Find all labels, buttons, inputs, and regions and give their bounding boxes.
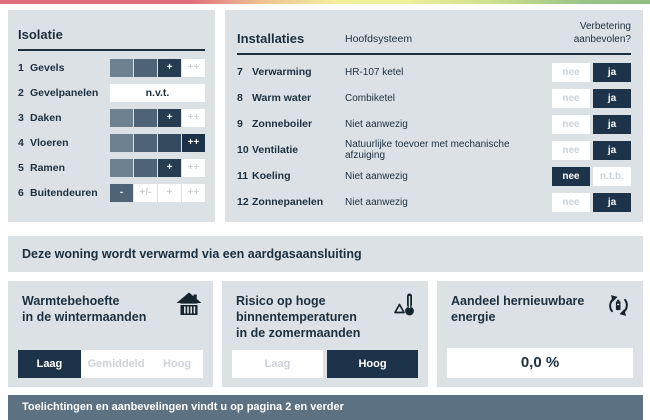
isolatie-row-ramen (18, 155, 205, 180)
not-applicable-badge: n.v.t. (110, 84, 205, 102)
isolatie-divider (18, 49, 205, 51)
scale-cell: ++ (182, 59, 205, 77)
row-number: 8 (237, 92, 243, 104)
installaties-header (237, 10, 631, 46)
option-hoog: Hoog (151, 350, 203, 378)
scale-cell: ++ (182, 184, 205, 202)
recommendation-toggle (552, 193, 631, 212)
thermometer-warning-icon (392, 292, 417, 322)
scale-cell: ++ (182, 109, 205, 127)
nee-indicator: nee (552, 115, 590, 134)
row-label: Gevelpanelen (30, 86, 99, 99)
nee-indicator: nee (552, 193, 590, 212)
ntb-indicator: n.t.b. (593, 167, 631, 186)
scale-cell: ++ (182, 159, 205, 177)
installaties-row-warm-water (237, 85, 631, 111)
recommendation-toggle (552, 141, 631, 160)
insulation-scale (110, 59, 205, 77)
row-label: Ventilatie (252, 144, 299, 156)
column-header-hoofdsysteem: Hoofdsysteem (345, 33, 413, 45)
risico-scale (232, 350, 418, 378)
ja-indicator-selected: ja (593, 141, 631, 160)
row-number: 3 (18, 111, 24, 124)
installaties-row-koeling (237, 163, 631, 189)
gas-connection-band: Deze woning wordt verwarmd via een aardgasaansluiting (8, 236, 643, 272)
row-number: 12 (237, 196, 249, 208)
option-hoog-selected: Hoog (327, 350, 418, 378)
scale-cell (158, 134, 181, 152)
row-number: 2 (18, 86, 24, 99)
warmtebehoefte-scale (18, 350, 203, 378)
scale-cell-selected: + (158, 109, 181, 127)
installaties-row-zonneboiler (237, 111, 631, 137)
energy-label-color-strip (0, 0, 650, 4)
isolatie-row-gevelpanelen (18, 80, 205, 105)
isolatie-title: Isolatie (18, 27, 63, 42)
row-label: Warm water (252, 92, 312, 104)
ja-indicator-selected: ja (593, 115, 631, 134)
scale-cell: + (158, 184, 181, 202)
scale-cell (110, 134, 133, 152)
installaties-row-ventilatie (237, 137, 631, 163)
nee-indicator: nee (552, 141, 590, 160)
row-label: Vloeren (30, 136, 69, 149)
nee-indicator: nee (552, 89, 590, 108)
row-number: 4 (18, 136, 24, 149)
system-value: Niet aanwezig (345, 170, 408, 182)
row-number: 5 (18, 161, 24, 174)
row-label: Buitendeuren (30, 186, 98, 199)
row-label: Zonnepanelen (252, 196, 324, 208)
system-value: Combiketel (345, 92, 396, 104)
option-laag: Laag (232, 350, 323, 378)
verbetering-line2: aanbevolen? (573, 34, 631, 45)
footer-note: Toelichtingen en aanbevelingen vindt u op pagina 2 en verder (8, 395, 643, 420)
ja-indicator-selected: ja (593, 89, 631, 108)
row-label: Ramen (30, 161, 66, 174)
warmtebehoefte-title: Warmtebehoefte in de wintermaanden (22, 294, 147, 324)
row-label: Koeling (252, 170, 291, 182)
column-header-verbetering (574, 20, 631, 46)
scale-cell-selected: ++ (182, 134, 205, 152)
renewable-energy-icon (605, 292, 632, 324)
installaties-panel (225, 10, 643, 222)
option-laag-selected: Laag (18, 350, 81, 378)
verbetering-line1: Verbetering (579, 21, 631, 32)
row-label: Zonneboiler (252, 118, 313, 130)
renewable-energy-value: 0,0 % (447, 348, 633, 378)
insulation-scale (110, 184, 205, 202)
nee-indicator: nee (552, 63, 590, 82)
row-number: 10 (237, 144, 249, 156)
insulation-scale (110, 159, 205, 177)
system-value: Niet aanwezig (345, 118, 408, 130)
recommendation-toggle (552, 89, 631, 108)
recommendation-toggle (552, 63, 631, 82)
warmtebehoefte-panel (8, 281, 213, 387)
row-number: 11 (237, 170, 249, 182)
scale-cell (110, 159, 133, 177)
ja-indicator-selected: ja (593, 193, 631, 212)
option-gemiddeld: Gemiddeld (81, 350, 151, 378)
hernieuwbare-energie-panel (437, 281, 643, 387)
isolatie-panel (8, 10, 215, 222)
scale-cell: +/- (134, 184, 157, 202)
installaties-divider (237, 53, 631, 55)
nee-indicator-selected: nee (552, 167, 590, 186)
recommendation-toggle (552, 167, 631, 186)
isolatie-row-gevels (18, 55, 205, 80)
scale-cell-selected: + (158, 159, 181, 177)
row-label: Daken (30, 111, 62, 124)
scale-cell-selected: - (110, 184, 133, 202)
scale-cell (134, 59, 157, 77)
ja-indicator-selected: ja (593, 63, 631, 82)
risico-title: Risico op hoge binnentemperaturen in de zomermaanden (236, 294, 361, 340)
insulation-scale (110, 134, 205, 152)
system-value: HR-107 ketel (345, 66, 404, 78)
system-value: Natuurlijke toevoer met mechanische afzuiging (345, 139, 510, 161)
scale-cell-selected: + (158, 59, 181, 77)
scale-cell (110, 109, 133, 127)
recommendation-toggle (552, 115, 631, 134)
risico-panel (222, 281, 428, 387)
row-number: 7 (237, 66, 243, 78)
row-number: 1 (18, 61, 24, 74)
row-label: Verwarming (252, 66, 312, 78)
scale-cell (110, 59, 133, 77)
isolatie-row-buitendeuren (18, 180, 205, 205)
row-number: 6 (18, 186, 24, 199)
installaties-row-zonnepanelen (237, 189, 631, 215)
installaties-title: Installaties (237, 31, 305, 46)
scale-cell (134, 159, 157, 177)
isolatie-row-daken (18, 105, 205, 130)
row-label: Gevels (30, 61, 65, 74)
system-value: Niet aanwezig (345, 196, 408, 208)
scale-cell (134, 134, 157, 152)
row-number: 9 (237, 118, 243, 130)
hernieuwbare-energie-title: Aandeel hernieuwbare energie (451, 294, 585, 324)
house-radiator-icon (176, 292, 202, 322)
installaties-row-verwarming (237, 59, 631, 85)
isolatie-row-vloeren (18, 130, 205, 155)
scale-cell (134, 109, 157, 127)
insulation-scale (110, 109, 205, 127)
